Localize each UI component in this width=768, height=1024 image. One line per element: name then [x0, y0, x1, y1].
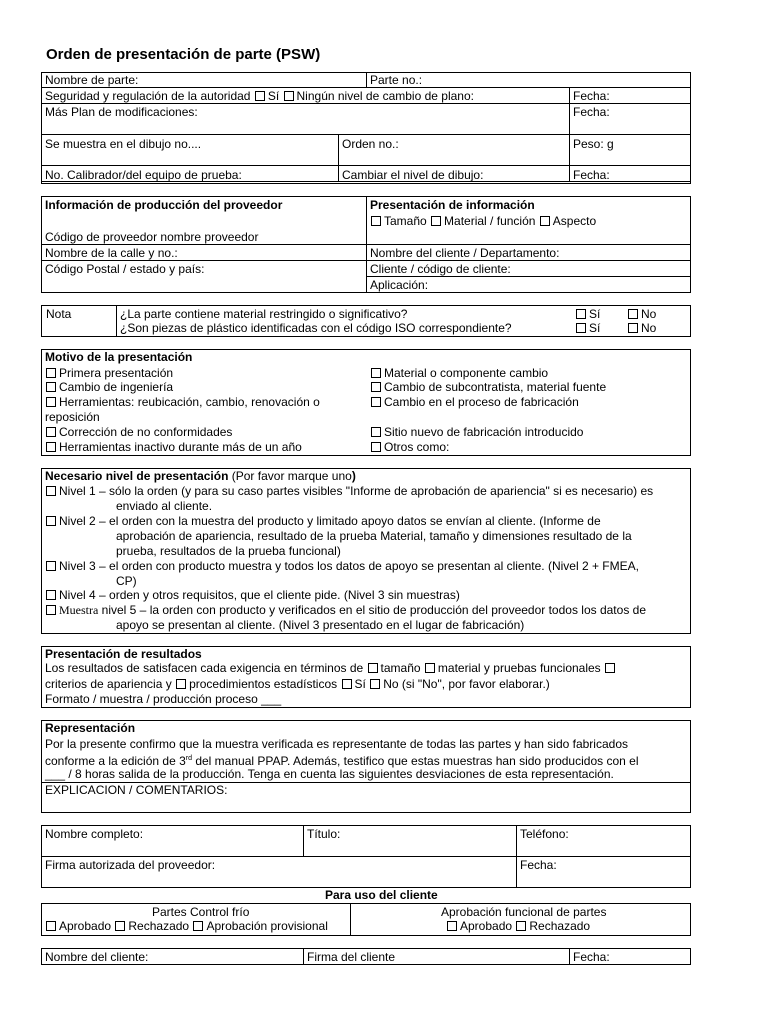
submission-info-options [370, 214, 596, 228]
supplier-signature-field[interactable]: Firma autorizada del proveedor: [45, 858, 216, 872]
modification-plan-field[interactable]: Más Plan de modificaciones: [45, 105, 198, 119]
safety-si-label: Sí [267, 89, 280, 103]
results-line-3[interactable]: Formato / muestra / producción proceso ___ [45, 692, 282, 706]
reason-right-1: Material o componente cambio [370, 366, 548, 380]
results-heading: Presentación de resultados [45, 647, 202, 661]
aspect-label: Aspecto [552, 214, 597, 228]
cold-provisional-checkbox[interactable] [193, 921, 203, 931]
aspect-checkbox[interactable] [540, 216, 550, 226]
safety-label: Seguridad y regulación de la autoridad [45, 89, 251, 103]
reason-right-3: Cambio en el proceso de fabricación [370, 395, 579, 409]
reason-checkbox[interactable] [371, 382, 381, 392]
level-2: Nivel 2 – el orden con la muestra del producto y limitado apoyo datos se envían al cliente. (Informe de [45, 514, 601, 528]
page-title: Orden de presentación de parte (PSW) [46, 46, 321, 63]
customer-signature-field[interactable]: Firma del cliente [307, 950, 396, 964]
date-field-2[interactable]: Fecha: [573, 105, 610, 119]
level-heading-row: Necesario nivel de presentación (Por favor marque uno) [45, 469, 356, 483]
part-name-field[interactable]: Nombre de parte: [45, 73, 139, 87]
cold-approved-checkbox[interactable] [46, 921, 56, 931]
customer-date-field[interactable]: Fecha: [573, 950, 610, 964]
cold-control-heading: Partes Control frío [152, 905, 250, 919]
reason-left-4: Corrección de no conformidades [45, 425, 232, 439]
results-size-checkbox[interactable] [368, 663, 378, 673]
street-field[interactable]: Nombre de la calle y no.: [45, 246, 178, 260]
level-3-checkbox[interactable] [46, 561, 56, 571]
q2-si-option: Sí [575, 321, 600, 335]
postal-field[interactable]: Código Postal / estado y país: [45, 262, 205, 276]
reason-checkbox[interactable] [46, 368, 56, 378]
level-4-checkbox[interactable] [46, 590, 56, 600]
reason-checkbox[interactable] [371, 427, 381, 437]
note-label: Nota [46, 307, 72, 321]
results-appearance-checkbox[interactable] [605, 663, 615, 673]
results-line-1: Los resultados de satisfacen cada exigencia en términos de tamaño material y pruebas funcionales [45, 661, 618, 675]
cold-rejected-checkbox[interactable] [115, 921, 125, 931]
signature-date-field[interactable]: Fecha: [520, 858, 557, 872]
level-heading: Necesario nivel de presentación [45, 469, 229, 483]
reason-left-3-cont: reposición [45, 410, 100, 424]
reason-checkbox[interactable] [46, 397, 56, 407]
level-1-checkbox[interactable] [46, 486, 56, 496]
level-5-checkbox[interactable] [46, 605, 56, 615]
reason-left-3: Herramientas: reubicación, cambio, renovación o [45, 395, 320, 409]
material-label: Material / función [444, 214, 536, 228]
results-line-2: criterios de apariencia y procedimientos estadísticos Sí No (si "No", por favor elaborar.) [45, 677, 550, 691]
q2-si-checkbox[interactable] [576, 323, 586, 333]
customer-code-field[interactable]: Cliente / código de cliente: [370, 262, 511, 276]
results-no-checkbox[interactable] [370, 679, 380, 689]
reason-right-5: Otros como: [370, 440, 449, 454]
q1-si-checkbox[interactable] [576, 309, 586, 319]
level-1-cont: enviado al cliente. [116, 499, 213, 513]
material-checkbox[interactable] [431, 216, 441, 226]
title-field[interactable]: Título: [307, 827, 341, 841]
level-2-cont-2: prueba, resultados de la prueba funcional) [116, 544, 341, 558]
gauge-field[interactable]: No. Calibrador/del equipo de prueba: [45, 168, 242, 182]
comments-field[interactable]: EXPLICACION / COMENTARIOS: [45, 783, 228, 797]
submission-info-heading: Presentación de información [370, 198, 535, 212]
q1-no-checkbox[interactable] [628, 309, 638, 319]
size-label: Tamaño [384, 214, 427, 228]
results-procedures-checkbox[interactable] [176, 679, 186, 689]
reason-right-2: Cambio de subcontratista, material fuente [370, 380, 606, 394]
q2-no-option: No [627, 321, 656, 335]
results-si-checkbox[interactable] [342, 679, 352, 689]
safety-si-checkbox[interactable] [255, 91, 265, 101]
level-1: Nivel 1 – sólo la orden (y para su caso partes visibles "Informe de aprobación de apariencia" si es necesario) es [45, 484, 653, 498]
level-3-cont: CP) [116, 574, 137, 588]
reason-left-1: Primera presentación [45, 366, 173, 380]
safety-row [45, 89, 474, 103]
level-5: Muestra nivel 5 – la orden con producto y verificados en el sitio de producción del proveedor todos los datos de [45, 603, 646, 617]
func-rejected-checkbox[interactable] [516, 921, 526, 931]
date-field-3[interactable]: Fecha: [573, 168, 610, 182]
reason-left-2: Cambio de ingeniería [45, 380, 173, 394]
reason-heading: Motivo de la presentación [45, 350, 193, 364]
reason-checkbox[interactable] [371, 442, 381, 452]
customer-use-heading: Para uso del cliente [325, 888, 438, 902]
functional-approval-heading: Aprobación funcional de partes [441, 905, 607, 919]
q1-si-option: Sí [575, 307, 600, 321]
full-name-field[interactable]: Nombre completo: [45, 827, 144, 841]
drawing-number-field[interactable]: Se muestra en el dibujo no.... [45, 137, 202, 151]
q2-no-checkbox[interactable] [628, 323, 638, 333]
declaration-line-2: conforme a la edición de 3rd del manual PPAP. Además, testifico que estas muestras han sido producidos con el [45, 754, 639, 768]
reason-checkbox[interactable] [371, 397, 381, 407]
func-approved-checkbox[interactable] [447, 921, 457, 931]
customer-dept-field[interactable]: Nombre del cliente / Departamento: [370, 246, 560, 260]
customer-name-field[interactable]: Nombre del cliente: [45, 950, 149, 964]
reason-checkbox[interactable] [46, 442, 56, 452]
reason-checkbox[interactable] [371, 368, 381, 378]
level-2-checkbox[interactable] [46, 516, 56, 526]
date-field-1[interactable]: Fecha: [573, 89, 610, 103]
no-drawing-change-checkbox[interactable] [284, 91, 294, 101]
level-5-cont: apoyo se presentan al cliente. (Nivel 3 presentado en el lugar de fabricación) [116, 618, 525, 632]
declaration-line-3: ___ / 8 horas salida de la producción. Tenga en cuenta las siguientes desviaciones de esta representación. [45, 767, 614, 781]
reason-checkbox[interactable] [46, 427, 56, 437]
size-checkbox[interactable] [371, 216, 381, 226]
weight-field[interactable]: Peso: g [573, 137, 614, 151]
level-3: Nivel 3 – el orden con producto muestra y todos los datos de apoyo se presentan al cliente. (Nivel 2 + FMEA, [45, 559, 639, 573]
reason-checkbox[interactable] [46, 382, 56, 392]
drawing-level-field[interactable]: Cambiar el nivel de dibujo: [342, 168, 484, 182]
results-material-checkbox[interactable] [425, 663, 435, 673]
no-drawing-change-label: Ningún nivel de cambio de plano: [296, 89, 474, 103]
declaration-line-1: Por la presente confirmo que la muestra verificada es representante de todas las partes y han sido fabricados [45, 737, 628, 751]
reason-right-4: Sitio nuevo de fabricación introducido [370, 425, 583, 439]
level-2-cont-1: aprobación de apariencia, resultado de la prueba Material, tamaño y dimensiones resultado de la [116, 529, 632, 543]
cold-control-options: Aprobado Rechazado Aprobación provisional [45, 919, 328, 933]
q1-no-option: No [627, 307, 656, 321]
functional-approval-options: Aprobado Rechazado [446, 919, 590, 933]
supplier-heading: Información de producción del proveedor [45, 198, 283, 212]
order-number-field[interactable]: Orden no.: [342, 137, 399, 151]
declaration-heading: Representación [45, 721, 136, 735]
application-field[interactable]: Aplicación: [370, 278, 429, 292]
reason-left-5: Herramientas inactivo durante más de un año [45, 440, 302, 454]
part-number-field[interactable]: Parte no.: [370, 73, 423, 87]
supplier-code-field[interactable]: Código de proveedor nombre proveedor [45, 230, 259, 244]
phone-field[interactable]: Teléfono: [520, 827, 569, 841]
note-question-1: ¿La parte contiene material restringido o significativo? [120, 307, 408, 321]
note-question-2: ¿Son piezas de plástico identificadas con el código ISO correspondiente? [120, 321, 512, 335]
level-4: Nivel 4 – orden y otros requisitos, que el cliente pide. (Nivel 3 sin muestras) [45, 588, 460, 602]
